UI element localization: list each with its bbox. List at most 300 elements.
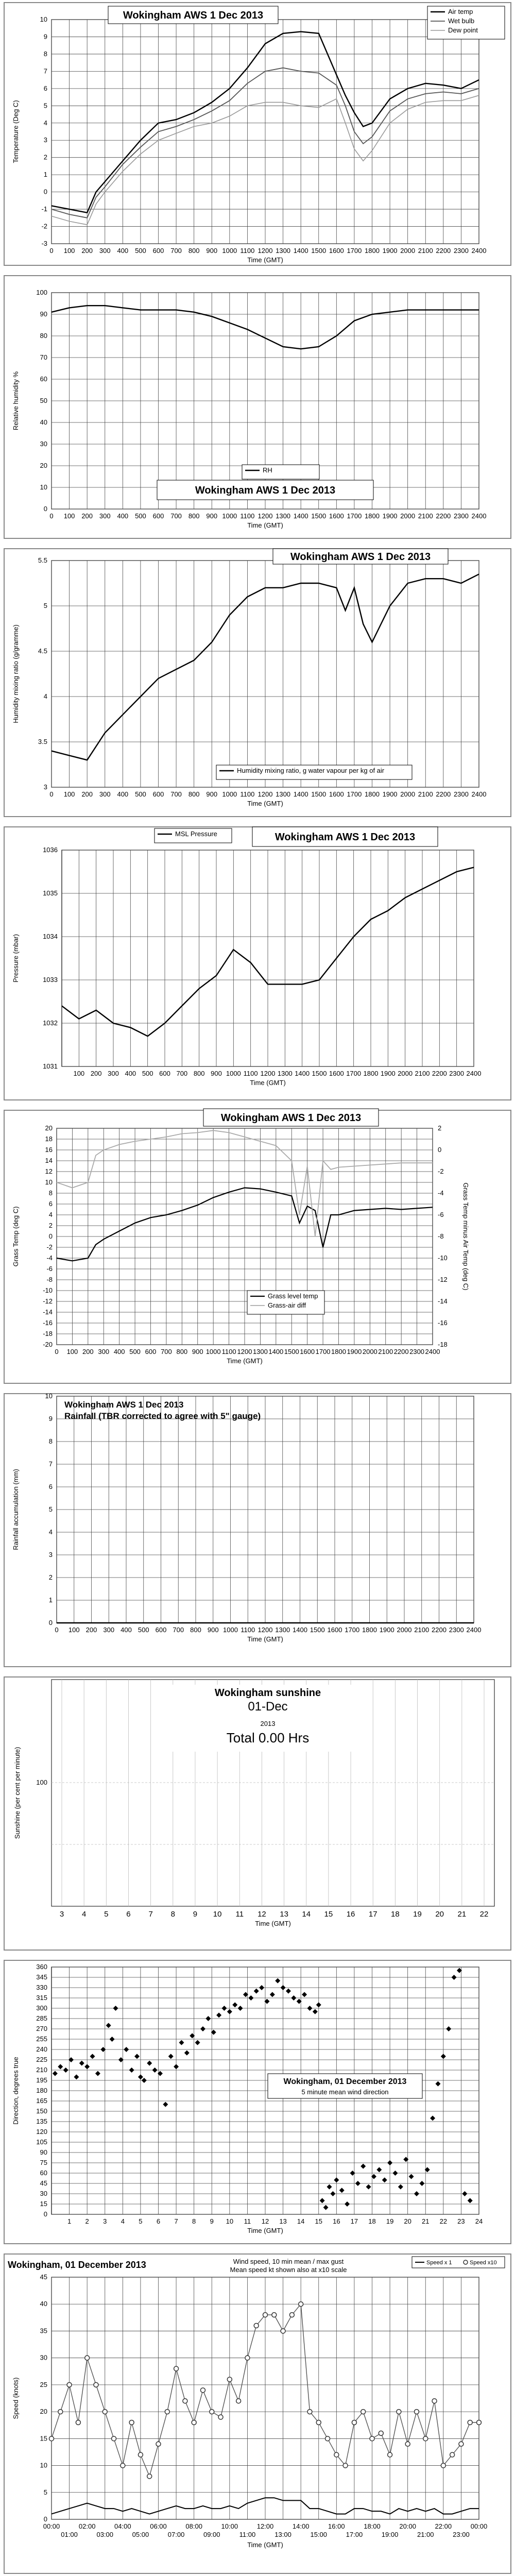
x-tick-label: 17 <box>350 2217 358 2225</box>
y2-tick-label: -18 <box>438 1341 448 1348</box>
speed-point <box>263 2313 268 2317</box>
x-tick-label: 2200 <box>436 247 451 255</box>
y-tick-label: 60 <box>40 2169 47 2177</box>
x-tick-label: 500 <box>129 1348 141 1355</box>
x-tick-label: 400 <box>117 247 129 255</box>
x-tick-label: 1900 <box>382 512 398 520</box>
y-tick-label: 4.5 <box>38 647 47 655</box>
chart-title: Wokingham sunshine <box>214 1687 321 1699</box>
speed-point <box>468 2420 472 2425</box>
x-tick-label: 1300 <box>252 1348 268 1355</box>
x-tick-label: 200 <box>90 1070 102 1077</box>
speed-point <box>405 2442 410 2446</box>
y-tick-label: 8 <box>48 1437 53 1445</box>
speed-point <box>112 2436 116 2441</box>
x-tick-label: 1900 <box>382 790 398 798</box>
x-tick-label: 300 <box>98 1348 110 1355</box>
y-tick-label: 0 <box>43 2515 47 2523</box>
chart-title: Wokingham AWS 1 Dec 2013 <box>274 832 416 843</box>
y-tick-label: 1 <box>48 1596 53 1604</box>
x-tick-label: 20 <box>435 1910 444 1919</box>
x-axis-label: Time (GMT) <box>250 1079 286 1087</box>
x-tick-label: 15:00 <box>310 2531 328 2538</box>
x-tick-label: 2100 <box>415 1070 430 1077</box>
x-tick-label: 10 <box>213 1910 222 1919</box>
y-tick-label: 7 <box>48 1460 53 1468</box>
x-tick-label: 19 <box>386 2217 394 2225</box>
speed-point <box>272 2313 277 2317</box>
y-tick-label: 7 <box>43 67 47 75</box>
x-tick-label: 15 <box>324 1910 333 1919</box>
y-tick-label: 1031 <box>43 1062 58 1070</box>
x-tick-label: 10 <box>226 2217 234 2225</box>
x-tick-label: 23:00 <box>453 2531 470 2538</box>
x-tick-label: 1400 <box>293 790 308 798</box>
x-tick-label: 400 <box>113 1348 125 1355</box>
speed-point <box>441 2463 445 2468</box>
y-tick-label: 75 <box>40 2159 47 2166</box>
x-tick-label: 13:00 <box>274 2531 291 2538</box>
x-tick-label: 1500 <box>311 247 327 255</box>
x-tick-label: 1500 <box>310 1626 325 1634</box>
x-tick-label: 1700 <box>347 790 362 798</box>
legend-label: Grass level temp <box>268 1292 318 1300</box>
x-tick-label: 2300 <box>449 1626 464 1634</box>
x-tick-label: 100 <box>66 1348 78 1355</box>
legend-label: Dew point <box>448 26 478 34</box>
x-tick-label: 21:00 <box>417 2531 434 2538</box>
x-tick-label: 400 <box>121 1626 132 1634</box>
x-tick-label: 2400 <box>471 790 487 798</box>
y-tick-label: 2 <box>48 1222 53 1229</box>
x-tick-label: 01:00 <box>61 2531 78 2538</box>
speed-point <box>370 2436 374 2441</box>
x-tick-label: 1900 <box>380 1070 396 1077</box>
x-tick-label: 1800 <box>331 1348 346 1355</box>
x-tick-label: 1300 <box>275 1626 290 1634</box>
x-tick-label: 13 <box>279 2217 287 2225</box>
speed-point <box>138 2452 143 2457</box>
x-tick-label: 8 <box>170 1910 175 1919</box>
x-tick-label: 2100 <box>418 790 433 798</box>
y-tick-label: 4 <box>48 1528 53 1536</box>
legend-label: Speed x10 <box>470 2260 497 2266</box>
chart-title: Wokingham, 01 December 2013 <box>8 2260 146 2270</box>
x-tick-label: 1100 <box>221 1348 236 1355</box>
y-tick-label: 6 <box>43 84 47 92</box>
x-tick-label: 500 <box>135 790 146 798</box>
x-tick-label: 5 <box>104 1910 109 1919</box>
y-tick-label: 1036 <box>43 846 58 854</box>
y-tick-label: 360 <box>36 1963 47 1971</box>
y-axis-label: Grass Temp (deg C) <box>12 1206 20 1267</box>
x-tick-label: 1500 <box>284 1348 299 1355</box>
y-tick-label: 12 <box>45 1167 53 1175</box>
wind-direction-chart <box>0 1958 515 2246</box>
x-tick-label: 22:00 <box>435 2522 452 2530</box>
x-tick-label: 1300 <box>276 512 291 520</box>
x-tick-label: 1500 <box>311 790 327 798</box>
x-tick-label: 0 <box>55 1348 59 1355</box>
x-axis-label: Time (GMT) <box>227 1357 263 1365</box>
y-tick-label: -3 <box>41 240 47 247</box>
y-tick-label: 30 <box>40 440 47 448</box>
y-tick-label: -4 <box>46 1254 53 1262</box>
x-tick-label: 8 <box>192 2217 196 2225</box>
speed-point <box>200 2388 205 2393</box>
y-tick-label: -16 <box>43 1319 53 1327</box>
y-tick-label: 9 <box>43 32 47 41</box>
y-axis-label: Relative humidity % <box>12 371 20 431</box>
x-tick-label: 4 <box>81 1910 87 1919</box>
sunshine-chart <box>0 1674 515 1953</box>
x-tick-label: 0 <box>49 247 54 255</box>
x-tick-label: 1700 <box>347 247 362 255</box>
y-tick-label: 45 <box>40 2273 47 2281</box>
x-tick-label: 16 <box>346 1910 355 1919</box>
y-tick-label: -20 <box>43 1341 53 1348</box>
speed-point <box>94 2382 98 2387</box>
x-tick-label: 1300 <box>276 790 291 798</box>
x-axis-label: Time (GMT) <box>247 2227 283 2234</box>
y-axis-label: Speed (knots) <box>12 2377 20 2419</box>
x-tick-label: 22 <box>479 1910 489 1919</box>
x-tick-label: 03:00 <box>96 2531 114 2538</box>
y-tick-label: 4 <box>43 118 47 127</box>
y-axis-label: Direction, degrees true <box>12 2057 20 2125</box>
y-tick-label: 1035 <box>43 889 58 897</box>
y-tick-label: 20 <box>45 1124 53 1132</box>
x-tick-label: 12 <box>261 2217 269 2225</box>
speed-point <box>227 2377 232 2382</box>
x-tick-label: 24 <box>475 2217 483 2225</box>
y-tick-label: 315 <box>36 1994 47 2002</box>
y-tick-label: 2 <box>43 153 47 161</box>
speed-point <box>58 2410 63 2414</box>
x-tick-label: 11 <box>244 2217 251 2225</box>
y-tick-label: 5 <box>43 2488 47 2496</box>
speed-point <box>281 2329 285 2333</box>
y-tick-label: 10 <box>40 15 47 23</box>
y-tick-label: 105 <box>36 2138 47 2146</box>
x-tick-label: 2100 <box>378 1348 393 1355</box>
x-tick-label: 2000 <box>362 1348 377 1355</box>
y-tick-label: 165 <box>36 2097 47 2105</box>
y-tick-label: 0 <box>43 188 47 196</box>
x-tick-label: 7 <box>174 2217 178 2225</box>
x-tick-label: 1900 <box>347 1348 362 1355</box>
y-tick-label: 270 <box>36 2025 47 2032</box>
x-tick-label: 1100 <box>243 1070 258 1077</box>
y-tick-label: 1032 <box>43 1019 58 1027</box>
y-tick-label: 90 <box>40 2148 47 2156</box>
y-tick-label: 5 <box>43 602 47 609</box>
speed-point <box>129 2420 134 2425</box>
x-tick-label: 2300 <box>453 247 469 255</box>
speed-point <box>325 2436 330 2441</box>
y-tick-label: 10 <box>40 2461 47 2469</box>
x-tick-label: 19 <box>413 1910 422 1919</box>
y-tick-label: 14 <box>45 1157 53 1164</box>
x-tick-label: 02:00 <box>78 2522 96 2530</box>
legend-label: Humidity mixing ratio, g water vapour per kg of air <box>237 767 385 774</box>
x-tick-label: 12 <box>258 1910 266 1919</box>
x-tick-label: 4 <box>121 2217 125 2225</box>
x-tick-label: 3 <box>59 1910 64 1919</box>
x-tick-label: 600 <box>145 1348 157 1355</box>
chart-title: Wokingham AWS 1 Dec 2013 <box>64 1400 184 1410</box>
x-tick-label: 0 <box>55 1626 59 1634</box>
x-tick-label: 20:00 <box>399 2522 416 2530</box>
x-tick-label: 400 <box>125 1070 136 1077</box>
x-tick-label: 1800 <box>363 1070 379 1077</box>
x-tick-label: 2200 <box>432 1626 447 1634</box>
x-tick-label: 600 <box>152 512 164 520</box>
x-tick-label: 2400 <box>471 247 487 255</box>
y-tick-label: 330 <box>36 1984 47 1991</box>
legend-label: Grass-air diff <box>268 1301 306 1309</box>
y-tick-label: 3 <box>48 1551 53 1558</box>
x-tick-label: 9 <box>193 1910 198 1919</box>
speed-point <box>432 2399 437 2403</box>
y-tick-label: 3.5 <box>38 738 47 745</box>
y-tick-label: 0 <box>48 1232 53 1240</box>
x-tick-label: 1400 <box>293 1626 307 1634</box>
x-tick-label: 20 <box>404 2217 411 2225</box>
x-axis-label: Time (GMT) <box>247 521 283 529</box>
x-tick-label: 300 <box>103 1626 115 1634</box>
x-tick-label: 2200 <box>436 512 451 520</box>
x-tick-label: 18 <box>368 2217 376 2225</box>
speed-point <box>414 2410 419 2414</box>
y-tick-label: 210 <box>36 2066 47 2074</box>
x-tick-label: 1200 <box>258 1626 273 1634</box>
x-tick-label: 300 <box>108 1070 119 1077</box>
speed-point <box>343 2463 348 2468</box>
x-tick-label: 2100 <box>414 1626 430 1634</box>
y-tick-label: 6 <box>48 1483 53 1490</box>
y-tick-label: 30 <box>40 2353 47 2362</box>
speed-point <box>361 2410 366 2414</box>
x-tick-label: 0 <box>49 512 54 520</box>
chart-title: Wokingham AWS 1 Dec 2013 <box>290 551 431 563</box>
y2-tick-label: -10 <box>438 1254 448 1262</box>
x-tick-label: 1100 <box>240 512 255 520</box>
x-tick-label: 2100 <box>418 247 433 255</box>
x-tick-label: 11:00 <box>239 2531 256 2538</box>
x-tick-label: 6 <box>156 2217 161 2225</box>
legend-box <box>242 465 319 479</box>
x-tick-label: 2200 <box>393 1348 409 1355</box>
x-tick-label: 1600 <box>327 1626 342 1634</box>
chart-year: 2013 <box>260 1720 276 1727</box>
x-tick-label: 9 <box>210 2217 214 2225</box>
x-tick-label: 3 <box>103 2217 107 2225</box>
chart-title: Wokingham AWS 1 Dec 2013 <box>220 1112 362 1124</box>
x-tick-label: 1800 <box>362 1626 377 1634</box>
x-tick-label: 1200 <box>258 512 273 520</box>
x-tick-label: 400 <box>117 790 129 798</box>
x-tick-label: 100 <box>63 512 75 520</box>
x-axis-label: Time (GMT) <box>247 800 283 807</box>
x-tick-label: 200 <box>81 512 93 520</box>
x-tick-label: 800 <box>188 790 200 798</box>
speed-point <box>477 2420 482 2425</box>
x-tick-label: 14:00 <box>292 2522 310 2530</box>
speed-point <box>147 2474 152 2479</box>
x-tick-label: 1900 <box>382 247 398 255</box>
speed-point <box>423 2436 428 2441</box>
x-tick-label: 600 <box>155 1626 167 1634</box>
y-tick-label: 25 <box>40 2380 47 2388</box>
x-tick-label: 12:00 <box>256 2522 274 2530</box>
x-tick-label: 600 <box>152 247 164 255</box>
speed-point <box>459 2442 464 2446</box>
y-tick-label: 50 <box>40 397 47 404</box>
x-tick-label: 1000 <box>222 790 237 798</box>
x-tick-label: 1600 <box>329 1070 344 1077</box>
y-axis-label: Sunshine (per cent per minute) <box>13 1747 21 1839</box>
x-tick-label: 600 <box>152 790 164 798</box>
y2-tick-label: -6 <box>438 1211 444 1218</box>
x-tick-label: 1100 <box>240 790 255 798</box>
x-tick-label: 900 <box>206 790 218 798</box>
y2-tick-label: -12 <box>438 1276 448 1283</box>
x-tick-label: 700 <box>170 790 182 798</box>
x-tick-label: 1300 <box>277 1070 293 1077</box>
x-tick-label: 07:00 <box>167 2531 185 2538</box>
x-tick-label: 200 <box>82 1348 94 1355</box>
rainfall-chart <box>0 1391 515 1669</box>
x-tick-label: 400 <box>117 512 129 520</box>
x-tick-label: 6 <box>126 1910 131 1919</box>
speed-point <box>49 2436 54 2441</box>
y-tick-label: 90 <box>40 310 47 318</box>
y-tick-label: 1 <box>43 171 47 179</box>
y-axis-label: Rainfall accumulation (mm) <box>12 1469 20 1550</box>
y-axis-label: Pressure (mbar) <box>12 934 20 982</box>
y-tick-label: 4 <box>48 1211 53 1218</box>
chart-subtitle2: Mean speed kt shown also at x10 scale <box>230 2266 347 2274</box>
x-tick-label: 17 <box>368 1910 377 1919</box>
y-tick-label: 255 <box>36 2035 47 2043</box>
pressure-chart <box>0 824 515 1103</box>
y-tick-label: 0 <box>43 2210 47 2218</box>
x-tick-label: 2300 <box>453 790 469 798</box>
x-tick-label: 1200 <box>258 790 273 798</box>
x-tick-label: 2300 <box>409 1348 425 1355</box>
chart-subtitle: Wind speed, 10 min mean / max gust <box>233 2258 344 2265</box>
chart-title: Wokingham AWS 1 Dec 2013 <box>123 10 264 21</box>
y-tick-label: 195 <box>36 2076 47 2084</box>
grass-temperature-chart <box>0 1108 515 1386</box>
speed-point <box>352 2420 356 2425</box>
x-tick-label: 900 <box>206 247 218 255</box>
y-tick-label: 120 <box>36 2128 47 2136</box>
x-tick-label: 1100 <box>240 247 255 255</box>
y2-tick-label: -8 <box>438 1232 444 1240</box>
chart-title: Wokingham, 01 December 2013 <box>283 2077 407 2086</box>
x-tick-label: 22 <box>439 2217 448 2225</box>
x-tick-label: 300 <box>99 512 111 520</box>
y-tick-label: 40 <box>40 418 47 426</box>
speed-point <box>388 2452 392 2457</box>
y-tick-label: 45 <box>40 2179 47 2187</box>
x-tick-label: 1200 <box>260 1070 276 1077</box>
x-tick-label: 200 <box>81 790 93 798</box>
x-tick-label: 200 <box>81 247 93 255</box>
speed-point <box>316 2420 321 2425</box>
x-tick-label: 1000 <box>222 512 237 520</box>
x-tick-label: 2000 <box>400 790 416 798</box>
x-tick-label: 2000 <box>398 1070 413 1077</box>
y-tick-label: 18 <box>45 1135 53 1143</box>
x-tick-label: 16 <box>333 2217 340 2225</box>
y-tick-label: 40 <box>40 2300 47 2308</box>
x-tick-label: 900 <box>207 1626 219 1634</box>
y-tick-label: 135 <box>36 2117 47 2125</box>
x-tick-label: 1700 <box>345 1626 360 1634</box>
y-tick-label: 285 <box>36 2014 47 2022</box>
x-tick-label: 04:00 <box>114 2522 131 2530</box>
y2-axis-label: Grass Temp minus Air Temp (deg C) <box>462 1182 470 1291</box>
x-tick-label: 00:00 <box>43 2522 60 2530</box>
chart-date: 01-Dec <box>248 1700 288 1714</box>
x-tick-label: 2200 <box>432 1070 447 1077</box>
y-tick-label: 5 <box>43 101 47 110</box>
x-tick-label: 14 <box>302 1910 311 1919</box>
x-tick-label: 13 <box>280 1910 288 1919</box>
y-tick-label: 345 <box>36 1973 47 1981</box>
x-tick-label: 5 <box>139 2217 143 2225</box>
x-tick-label: 1800 <box>365 247 380 255</box>
speed-point <box>174 2366 179 2371</box>
y-tick-label: 15 <box>40 2434 47 2443</box>
x-tick-label: 2400 <box>425 1348 440 1355</box>
speed-point <box>236 2399 241 2403</box>
x-tick-label: 1400 <box>268 1348 284 1355</box>
x-tick-label: 2 <box>85 2217 89 2225</box>
y-tick-label: 70 <box>40 353 47 361</box>
speed-point <box>156 2442 161 2446</box>
y2-tick-label: 2 <box>438 1124 442 1132</box>
x-tick-label: 7 <box>148 1910 153 1919</box>
speed-point <box>192 2420 196 2425</box>
x-tick-label: 1200 <box>237 1348 252 1355</box>
speed-point <box>183 2399 187 2403</box>
x-tick-label: 21 <box>457 1910 467 1919</box>
y-tick-label: 5 <box>48 1505 53 1513</box>
x-axis-label: Time (GMT) <box>247 256 283 264</box>
y-tick-label: 15 <box>40 2200 47 2208</box>
y2-tick-label: -4 <box>438 1189 444 1197</box>
legend-swatch <box>464 2260 468 2264</box>
y-tick-label: 8 <box>43 49 47 58</box>
chart-subtitle: 5 minute mean wind direction <box>301 2088 389 2096</box>
x-tick-label: 600 <box>159 1070 170 1077</box>
y-tick-label: 100 <box>36 1778 47 1786</box>
x-tick-label: 1700 <box>347 512 362 520</box>
x-tick-label: 500 <box>138 1626 149 1634</box>
x-tick-label: 700 <box>173 1626 184 1634</box>
x-tick-label: 1500 <box>312 1070 327 1077</box>
y-tick-label: 180 <box>36 2087 47 2094</box>
y-tick-label: -12 <box>43 1297 53 1305</box>
x-tick-label: 200 <box>85 1626 97 1634</box>
y-tick-label: 6 <box>48 1200 53 1208</box>
speed-point <box>397 2410 401 2414</box>
y2-tick-label: -14 <box>438 1297 448 1305</box>
